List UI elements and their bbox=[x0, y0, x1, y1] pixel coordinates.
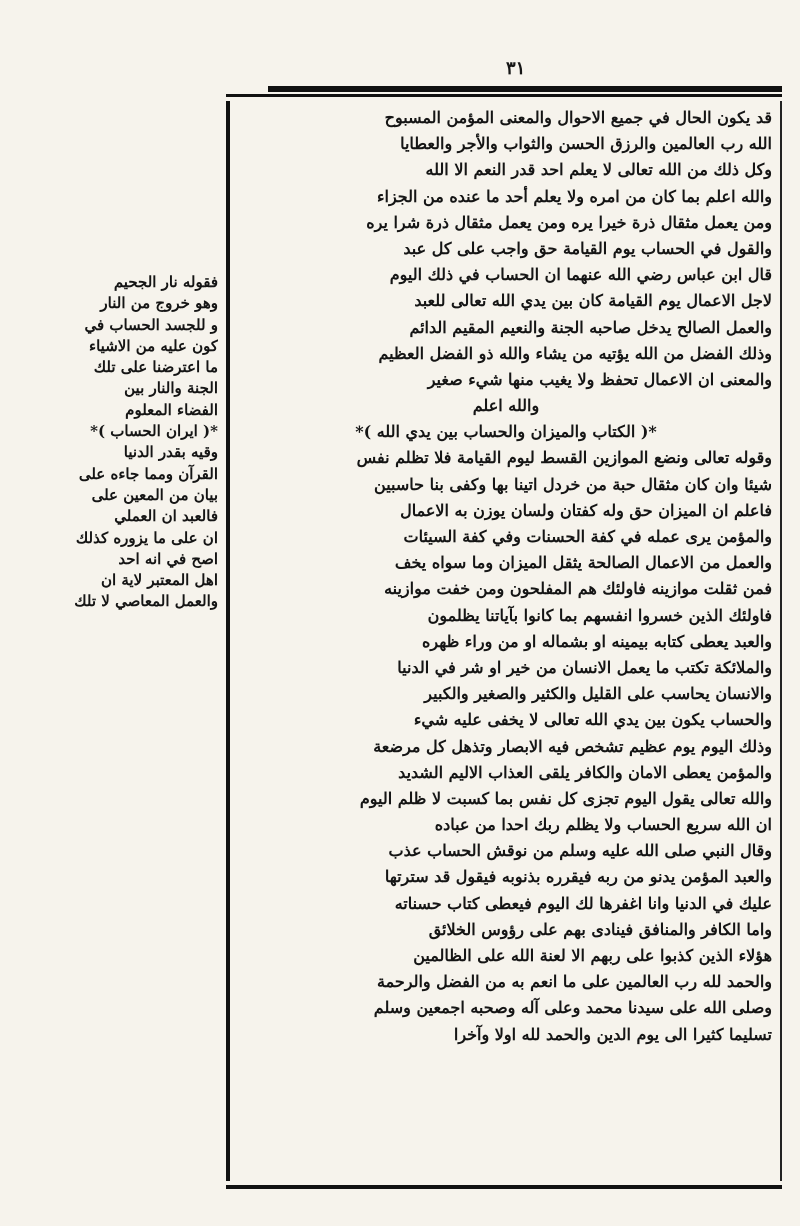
main-text-line: فاعلم ان الميزان حق وله كفتان ولسان يوزن به الاعمال bbox=[400, 500, 772, 520]
main-text-line: والعمل من الاعمال الصالحة يثقل الميزان وما سواه يخف bbox=[394, 553, 772, 573]
margin-note-line: والعمل المعاصي لا تلك bbox=[74, 592, 218, 611]
margin-note-line: وهو خروج من النار bbox=[100, 294, 218, 313]
margin-note-line: ما اعترضنا على تلك bbox=[93, 358, 218, 377]
margin-note-line: بيان من المعين على bbox=[91, 485, 218, 504]
margin-note-line: *( ايران الحساب )* bbox=[90, 422, 218, 441]
main-text-line: والحساب يكون بين يدي الله تعالى لا يخفى عليه شيء bbox=[413, 710, 772, 730]
page-number: ٣١ bbox=[506, 58, 526, 79]
margin-note-line: القرآن ومما جاءه على bbox=[78, 464, 218, 483]
main-text-line: واما الكافر والمنافق فينادى بهم على رؤوس الخلائق bbox=[428, 919, 772, 939]
main-text-line: وذلك اليوم يوم عظيم تشخص فيه الابصار وتذهل كل مرضعة bbox=[373, 736, 772, 756]
main-text-line: والمؤمن يعطى الامان والكافر يلقى العذاب الاليم الشديد bbox=[398, 762, 772, 782]
margin-note-line: فالعبد ان العملي bbox=[114, 507, 218, 526]
main-text-line: والقول في الحساب يوم القيامة حق واجب على كل عبد bbox=[403, 238, 772, 258]
main-text-line: والله اعلم bbox=[472, 396, 540, 416]
main-text-line: عليك في الدنيا وانا اغفرها لك اليوم فيعطى كتاب حسناته bbox=[394, 893, 772, 913]
main-text-line: قد يكون الحال في جميع الاحوال والمعنى المؤمن المسبوح bbox=[384, 108, 772, 127]
top-rule-thin bbox=[226, 94, 782, 97]
main-text-line: شيئا وان كان مثقال حبة من خردل اتينا بها وكفى بنا حاسبين bbox=[374, 474, 772, 494]
main-text-block bbox=[240, 105, 772, 1048]
main-text-line: وقال النبي صلى الله عليه وسلم من نوقش الحساب عذب bbox=[388, 841, 772, 861]
top-rule bbox=[268, 86, 782, 92]
margin-note-line: الفضاء المعلوم bbox=[125, 400, 218, 419]
main-text-line: والمؤمن يرى عمله في كفة الحسنات وفي كفة السيئات bbox=[403, 527, 772, 546]
margin-note-line: ان على ما يزوره كذلك bbox=[75, 528, 218, 547]
main-text-line: وكل ذلك من الله تعالى لا يعلم احد قدر النعم الا الله bbox=[425, 160, 772, 180]
margin-note-line: الجنة والنار بين bbox=[124, 379, 218, 398]
main-text-line: والله اعلم بما كان من امره ولا يعلم أحد ما عنده من الجزاء bbox=[377, 186, 772, 206]
margin-note-line: كون عليه من الاشياء bbox=[89, 336, 218, 355]
margin-note-line: فقوله نار الجحيم bbox=[113, 273, 218, 291]
main-text-line: وقوله تعالى ونضع الموازين القسط ليوم القيامة فلا تظلم نفس bbox=[356, 448, 772, 468]
main-text-line: والمعنى ان الاعمال تحفظ ولا يغيب منها شيء صغير bbox=[427, 369, 772, 389]
margin-note-line: و للجسد الحساب في bbox=[84, 315, 218, 334]
main-text-line: والله تعالى يقول اليوم تجزى كل نفس بما كسبت لا ظلم اليوم bbox=[359, 788, 772, 808]
main-text-line: *( الكتاب والميزان والحساب بين يدي الله )* bbox=[355, 422, 657, 442]
main-text-line: هؤلاء الذين كذبوا على ربهم الا لعنة الله على الظالمين bbox=[413, 946, 772, 965]
main-text-line: وصلى الله على سيدنا محمد وعلى آله وصحبه اجمعين وسلم bbox=[373, 998, 772, 1018]
main-text-line: فاولئك الذين خسروا انفسهم بما كانوا بآياتنا يظلمون bbox=[427, 605, 772, 625]
main-text-line: ومن يعمل مثقال ذرة خيرا يره ومن يعمل مثقال ذرة شرا يره bbox=[366, 212, 772, 232]
margin-note-line: اصح في انه احد bbox=[118, 549, 218, 568]
main-text-frame bbox=[226, 101, 782, 1181]
main-text-line: والملائكة تكتب ما يعمل الانسان من خير او شر في الدنيا bbox=[397, 657, 772, 677]
main-text-line: تسليما كثيرا الى يوم الدين والحمد لله اولا وآخرا bbox=[453, 1024, 772, 1044]
main-text-line: قال ابن عباس رضي الله عنهما ان الحساب في ذلك اليوم bbox=[389, 265, 772, 285]
margin-note-line: وقيه بقدر الدنيا bbox=[123, 443, 218, 462]
main-text-line: لاجل الاعمال يوم القيامة كان بين يدي الله تعالى للعبد bbox=[414, 291, 772, 311]
main-text-line: الله رب العالمين والرزق الحسن والثواب والأجر والعطايا bbox=[400, 134, 772, 154]
main-text-line: والحمد لله رب العالمين على ما انعم به من الفضل والرحمة bbox=[377, 972, 772, 992]
main-text-line: فمن ثقلت موازينه فاولئك هم المفلحون ومن خفت موازينه bbox=[384, 579, 772, 599]
margin-note-line: اهل المعتبر لاية ان bbox=[100, 571, 218, 590]
main-text-line: والعبد المؤمن يدنو من ربه فيقرره بذنوبه فيقول قد سترتها bbox=[384, 867, 772, 887]
margin-note bbox=[60, 272, 218, 613]
main-text-line: والانسان يحاسب على القليل والكثير والصغير والكبير bbox=[424, 684, 772, 704]
main-text-line: وذلك الفضل من الله يؤتيه من يشاء والله ذو الفضل العظيم bbox=[378, 343, 772, 363]
main-text-line: ان الله سريع الحساب ولا يظلم ربك احدا من عباده bbox=[434, 815, 772, 835]
main-text-line: والعبد يعطى كتابه بيمينه او بشماله او من وراء ظهره bbox=[421, 631, 772, 651]
main-text-line: والعمل الصالح يدخل صاحبه الجنة والنعيم المقيم الدائم bbox=[409, 317, 772, 337]
